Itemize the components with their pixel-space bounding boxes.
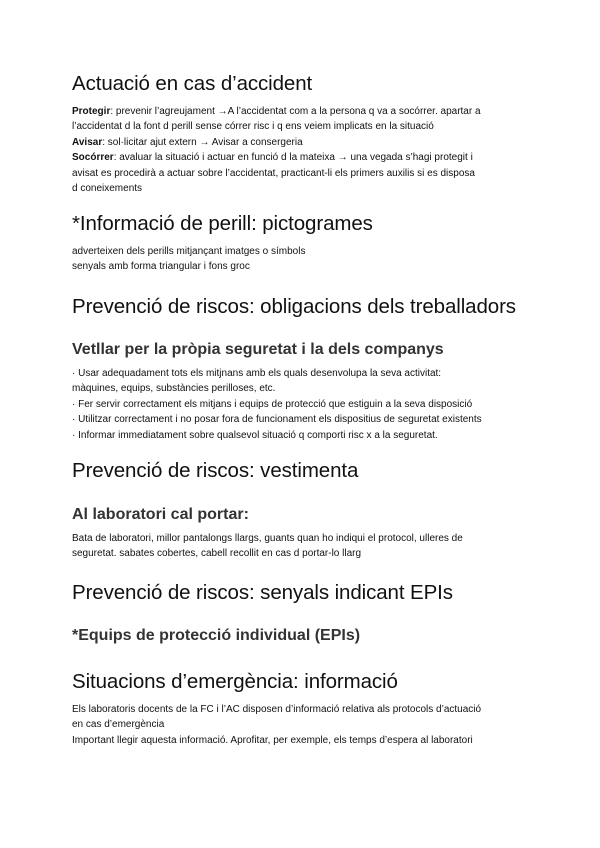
step-label-socorrer: Socórrer — [72, 152, 114, 164]
subheading-laboratori-portar: Al laboratori cal portar: — [72, 506, 249, 523]
step-label-protegir: Protegir — [72, 106, 111, 117]
step-avisar — [72, 135, 542, 150]
emergencia-line-1: Els laboratoris docents de la FC i l’AC disposen d’informació relativa als protocols d’actuació — [72, 704, 482, 715]
step-text-socorrer: : avaluar la situació i actuar en funció d la mateixa → una vegada s’hagi protegit i — [113, 152, 473, 164]
step-socorrer-cont-2: d coneixements — [72, 183, 143, 195]
emergencia-line-3: Important llegir aquesta informació. Aprofitar, per exemple, els temps d’espera al laboratori — [72, 734, 473, 746]
pictogrames-text — [72, 244, 542, 275]
obligacio-item-1-cont: màquines, equips, substàncies perilloses, etc. — [72, 383, 276, 395]
emergencia-text — [72, 702, 542, 748]
emergencia-line-2: en cas d’emergència — [72, 719, 165, 731]
vestimenta-line-2: seguretat. sabates cobertes, cabell recollit en cas d portar-lo llarg — [72, 548, 362, 560]
obligacio-item-2: · Fer servir correctament els mitjans i equips de protecció que estiguin a la seva disposició — [72, 398, 473, 410]
obligacio-item-4: · Informar immediatament sobre qualsevol situació q comporti risc x a la seguretat. — [72, 429, 438, 441]
subheading-epis: *Equips de protecció individual (EPIs) — [72, 627, 361, 644]
heading-actuacio-accident: Actuació en cas d’accident — [72, 72, 313, 95]
pictogrames-line-1: adverteixen dels perills mitjançant imatges o símbols — [72, 246, 306, 257]
step-protegir-cont: l’accidentat d la font d perill sense córrer risc i q ens veiem implicats en la situació — [72, 121, 434, 133]
pictogrames-line-2: senyals amb forma triangular i fons groc — [72, 261, 250, 273]
step-socorrer-cont-1: avisat es procedirà a actuar sobre l’accidentat, practicant-li els primers auxilis si es disposa — [72, 167, 475, 179]
accident-steps-text — [72, 104, 542, 196]
heading-obligacions-treballadors: Prevenció de riscos: obligacions dels treballadors — [72, 295, 516, 318]
heading-informacio-perill: *Informació de perill: pictogrames — [72, 212, 373, 235]
step-label-avisar: Avisar — [72, 136, 103, 148]
step-text-avisar: : sol·licitar ajut extern → Avisar a consergeria — [102, 136, 303, 148]
step-socorrer — [72, 150, 542, 165]
step-text-protegir: : prevenir l’agreujament →A l’accidentat com a la persona q va a socórrer. apartar a — [110, 106, 481, 117]
heading-vestimenta: Prevenció de riscos: vestimenta — [72, 459, 359, 482]
obligacio-item-1: · Usar adequadament tots els mitjnans amb els quals desenvolupa la seva activitat: — [72, 368, 442, 379]
heading-senyals-epis: Prevenció de riscos: senyals indicant EPIs — [72, 581, 453, 604]
vestimenta-line-1: Bata de laboratori, millor pantalongs llargs, guants quan ho indiqui el protocol, ulleres de — [72, 533, 463, 544]
obligacio-item-3: · Utilitzar correctament i no posar fora de funcionament els dispositius de seguretat existents — [72, 414, 482, 426]
subheading-vetllar-seguretat: Vetllar per la pròpia seguretat i la dels companys — [72, 341, 444, 358]
heading-situacions-emergencia: Situacions d’emergència: informació — [72, 670, 398, 693]
vestimenta-text — [72, 531, 542, 562]
step-protegir — [72, 104, 542, 119]
obligacions-list — [72, 366, 542, 443]
